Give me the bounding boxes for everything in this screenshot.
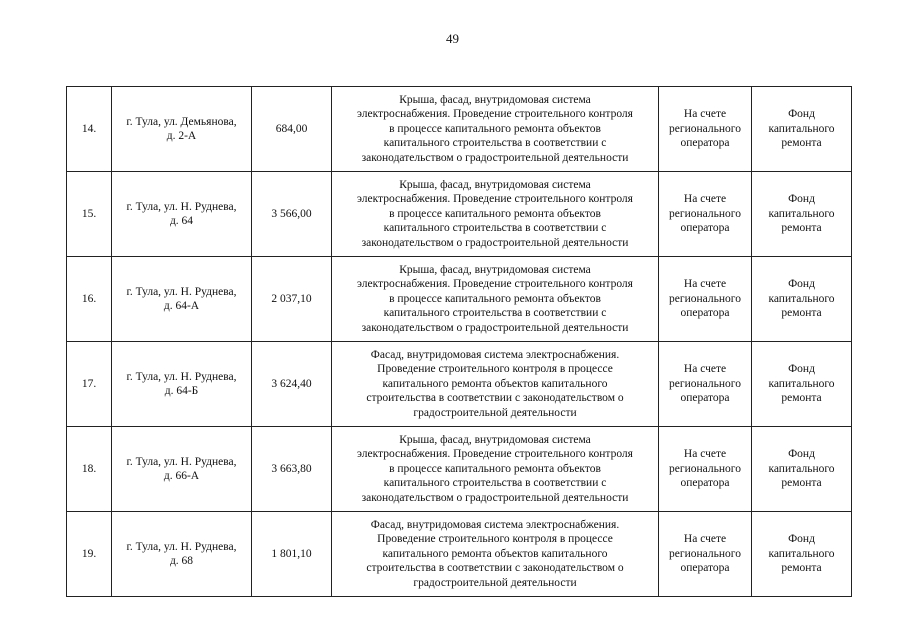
table-row	[67, 512, 852, 597]
address-street: г. Тула, ул. Н. Руднева,	[126, 455, 237, 468]
funding-source-line: ремонта	[781, 222, 822, 235]
funding-source	[752, 512, 852, 597]
amount-cell: 684,00	[252, 87, 332, 172]
funding-source-line: ремонта	[781, 137, 822, 150]
work-description-line: в процессе капитального ремонта объектов	[389, 462, 601, 475]
work-description-line: Крыша, фасад, внутридомовая система	[399, 93, 591, 106]
row-number: 19.	[67, 512, 112, 597]
work-description-line: законодательством о градостроительной деятельности	[361, 151, 629, 164]
row-number: 16.	[67, 257, 112, 342]
funding-source-line: ремонта	[781, 307, 822, 320]
work-description	[332, 342, 659, 427]
account-type-line: оператора	[680, 392, 730, 405]
address-house: д. 68	[169, 555, 194, 567]
account-type-line: регионального	[669, 377, 741, 390]
funding-source-line: капитального	[768, 292, 835, 305]
work-description-line: капитального ремонта объектов капитального	[382, 377, 608, 390]
account-type	[659, 342, 752, 427]
funding-source	[752, 172, 852, 257]
address-cell	[112, 257, 252, 342]
work-description	[332, 257, 659, 342]
work-description-line: электроснабжения. Проведение строительного контроля	[357, 448, 633, 461]
work-description	[332, 427, 659, 512]
amount-cell: 2 037,10	[252, 257, 332, 342]
repair-table	[66, 86, 852, 597]
work-description-line: Проведение строительного контроля в процессе	[377, 363, 613, 376]
work-description-line: электроснабжения. Проведение строительного контроля	[357, 278, 633, 291]
work-description	[332, 512, 659, 597]
account-type-line: оператора	[680, 562, 730, 575]
row-number: 18.	[67, 427, 112, 512]
address-cell	[112, 427, 252, 512]
table-row	[67, 342, 852, 427]
work-description-line: законодательством о градостроительной деятельности	[361, 236, 629, 249]
table-row	[67, 257, 852, 342]
funding-source-line: Фонд	[788, 278, 815, 291]
work-description-line: в процессе капитального ремонта объектов	[389, 292, 601, 305]
address-cell	[112, 172, 252, 257]
funding-source-line: ремонта	[781, 392, 822, 405]
funding-source-line: Фонд	[788, 533, 815, 546]
work-description-line: Крыша, фасад, внутридомовая система	[399, 263, 591, 276]
work-description-line: Фасад, внутридомовая система электроснабжения.	[370, 348, 620, 361]
work-description-line: капитального ремонта объектов капитального	[382, 547, 608, 560]
address-street: г. Тула, ул. Н. Руднева,	[126, 200, 237, 213]
work-description-line: Фасад, внутридомовая система электроснабжения.	[370, 518, 620, 531]
account-type-line: На счете	[683, 533, 727, 546]
work-description-line: градостроительной деятельности	[413, 406, 577, 419]
amount-cell: 1 801,10	[252, 512, 332, 597]
funding-source-line: капитального	[768, 122, 835, 135]
page-number: 49	[446, 31, 459, 46]
table-row	[67, 87, 852, 172]
address-street: г. Тула, ул. Н. Руднева,	[126, 285, 237, 298]
account-type-line: регионального	[669, 462, 741, 475]
account-type-line: На счете	[683, 278, 727, 291]
funding-source-line: ремонта	[781, 562, 822, 575]
work-description-line: электроснабжения. Проведение строительного контроля	[357, 193, 633, 206]
address-street: г. Тула, ул. Н. Руднева,	[126, 370, 237, 383]
address-house: д. 66-А	[163, 470, 200, 482]
account-type	[659, 257, 752, 342]
table-row	[67, 427, 852, 512]
work-description-line: Проведение строительного контроля в процессе	[377, 533, 613, 546]
row-number: 14.	[67, 87, 112, 172]
funding-source-line: капитального	[768, 462, 835, 475]
work-description-line: в процессе капитального ремонта объектов	[389, 122, 601, 135]
account-type-line: оператора	[680, 477, 730, 490]
account-type-line: регионального	[669, 292, 741, 305]
funding-source-line: капитального	[768, 547, 835, 560]
address-house: д. 64-Б	[164, 385, 199, 397]
funding-source	[752, 427, 852, 512]
account-type-line: На счете	[683, 108, 727, 121]
work-description-line: в процессе капитального ремонта объектов	[389, 207, 601, 220]
funding-source-line: ремонта	[781, 477, 822, 490]
work-description-line: Крыша, фасад, внутридомовая система	[399, 178, 591, 191]
work-description-line: законодательством о градостроительной деятельности	[361, 491, 629, 504]
amount-cell: 3 624,40	[252, 342, 332, 427]
funding-source	[752, 342, 852, 427]
address-cell	[112, 342, 252, 427]
funding-source-line: Фонд	[788, 108, 815, 121]
work-description-line: электроснабжения. Проведение строительного контроля	[357, 108, 633, 121]
account-type-line: регионального	[669, 122, 741, 135]
work-description	[332, 87, 659, 172]
account-type-line: оператора	[680, 222, 730, 235]
work-description	[332, 172, 659, 257]
account-type-line: На счете	[683, 363, 727, 376]
work-description-line: капитального строительства в соответствии с	[383, 137, 607, 150]
address-house: д. 2-А	[166, 130, 197, 142]
funding-source-line: Фонд	[788, 193, 815, 206]
table-row	[67, 172, 852, 257]
funding-source-line: капитального	[768, 377, 835, 390]
account-type-line: оператора	[680, 137, 730, 150]
address-house: д. 64-А	[163, 300, 200, 312]
address-cell	[112, 512, 252, 597]
work-description-line: Крыша, фасад, внутридомовая система	[399, 433, 591, 446]
work-description-line: законодательством о градостроительной деятельности	[361, 321, 629, 334]
account-type-line: регионального	[669, 207, 741, 220]
account-type-line: регионального	[669, 547, 741, 560]
address-street: г. Тула, ул. Демьянова,	[126, 115, 237, 128]
funding-source-line: Фонд	[788, 448, 815, 461]
funding-source	[752, 87, 852, 172]
row-number: 17.	[67, 342, 112, 427]
row-number: 15.	[67, 172, 112, 257]
account-type-line: На счете	[683, 193, 727, 206]
account-type	[659, 87, 752, 172]
work-description-line: капитального строительства в соответствии с	[383, 222, 607, 235]
work-description-line: строительства в соответствии с законодательством о	[366, 392, 624, 405]
work-description-line: капитального строительства в соответствии с	[383, 307, 607, 320]
account-type	[659, 172, 752, 257]
work-description-line: градостроительной деятельности	[413, 576, 577, 589]
account-type-line: На счете	[683, 448, 727, 461]
account-type-line: оператора	[680, 307, 730, 320]
work-description-line: строительства в соответствии с законодательством о	[366, 562, 624, 575]
account-type	[659, 512, 752, 597]
amount-cell: 3 566,00	[252, 172, 332, 257]
work-description-line: капитального строительства в соответствии с	[383, 477, 607, 490]
funding-source-line: Фонд	[788, 363, 815, 376]
funding-source	[752, 257, 852, 342]
account-type	[659, 427, 752, 512]
address-cell	[112, 87, 252, 172]
address-house: д. 64	[169, 215, 194, 227]
amount-cell: 3 663,80	[252, 427, 332, 512]
address-street: г. Тула, ул. Н. Руднева,	[126, 540, 237, 553]
funding-source-line: капитального	[768, 207, 835, 220]
